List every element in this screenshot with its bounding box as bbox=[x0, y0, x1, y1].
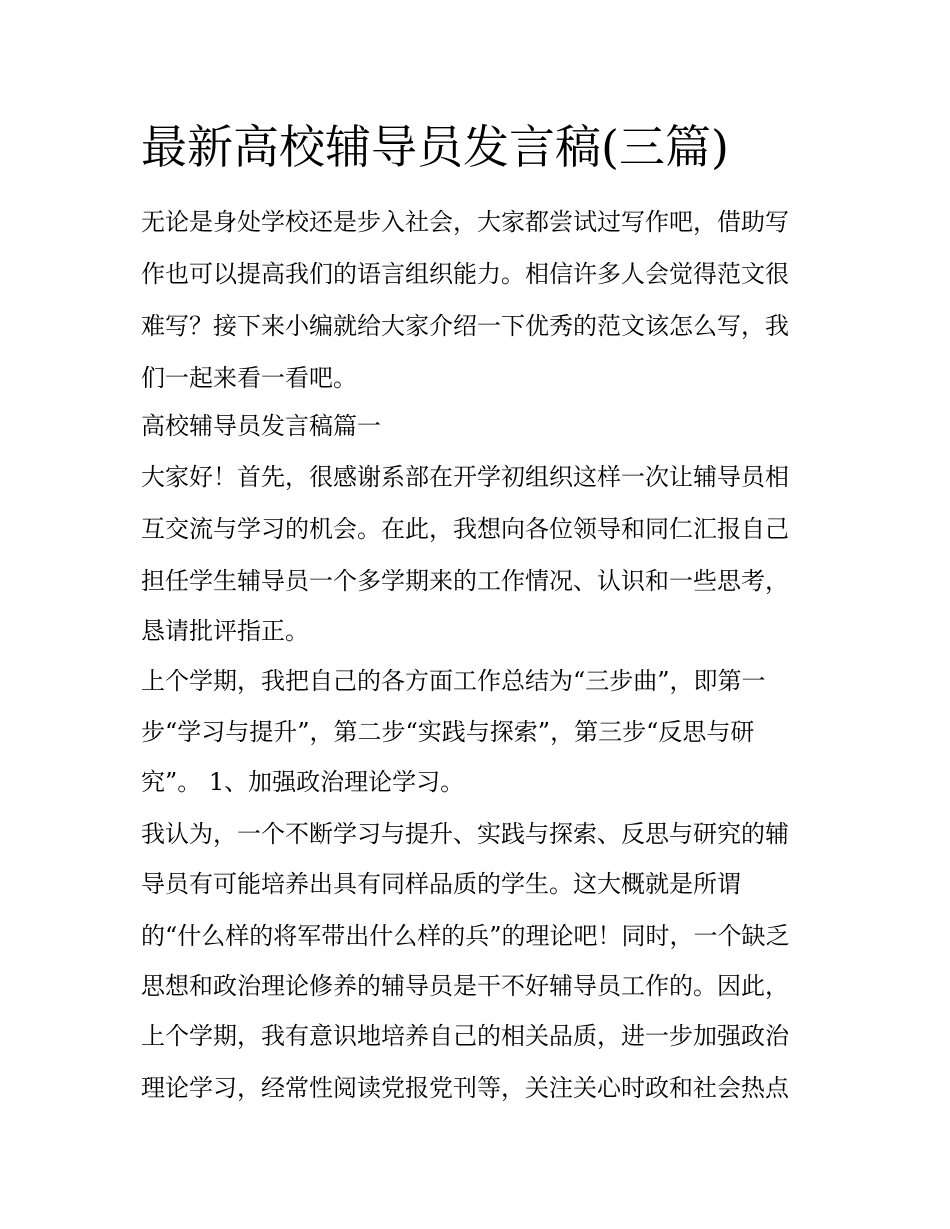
intro-line-1: 无论是身处学校还是步入社会，大家都尝试过写作吧，借助写 bbox=[141, 208, 789, 236]
body-line-3: 担任学生辅导员一个多学期来的工作情况、认识和一些思考， bbox=[141, 567, 789, 595]
body-line-13: 理论学习，经常性阅读党报党刊等，关注关心时政和社会热点 bbox=[141, 1074, 789, 1102]
body-line-6: 步“学习与提升”，第二步“实践与探索”，第三步“反思与研 bbox=[141, 718, 755, 746]
body-line-7: 究”。 1、加强政治理论学习。 bbox=[141, 768, 465, 796]
body-line-12: 上个学期，我有意识地培养自己的相关品质，进一步加强政治 bbox=[141, 1022, 789, 1050]
intro-line-2: 作也可以提高我们的语言组织能力。相信许多人会觉得范文很 bbox=[141, 260, 789, 288]
body-line-8: 我认为，一个不断学习与提升、实践与探索、反思与研究的辅 bbox=[141, 820, 789, 848]
section-heading: 高校辅导员发言稿篇一 bbox=[141, 412, 381, 440]
body-line-11: 思想和政治理论修养的辅导员是干不好辅导员工作的。因此， bbox=[141, 972, 789, 1000]
intro-line-3: 难写？接下来小编就给大家介绍一下优秀的范文该怎么写，我 bbox=[141, 312, 789, 340]
intro-line-4: 们一起来看一看吧。 bbox=[141, 364, 357, 392]
body-line-4: 恳请批评指正。 bbox=[141, 617, 309, 645]
body-line-5: 上个学期，我把自己的各方面工作总结为“三步曲”，即第一 bbox=[141, 667, 766, 695]
body-line-9: 导员有可能培养出具有同样品质的学生。这大概就是所谓 bbox=[141, 870, 741, 898]
document-title: 最新高校辅导员发言稿(三篇) bbox=[141, 120, 729, 174]
body-line-1: 大家好！首先，很感谢系部在开学初组织这样一次让辅导员相 bbox=[141, 463, 789, 491]
body-line-2: 互交流与学习的机会。在此，我想向各位领导和同仁汇报自己 bbox=[141, 515, 789, 543]
body-line-10: 的“什么样的将军带出什么样的兵”的理论吧！同时，一个缺乏 bbox=[141, 922, 790, 950]
